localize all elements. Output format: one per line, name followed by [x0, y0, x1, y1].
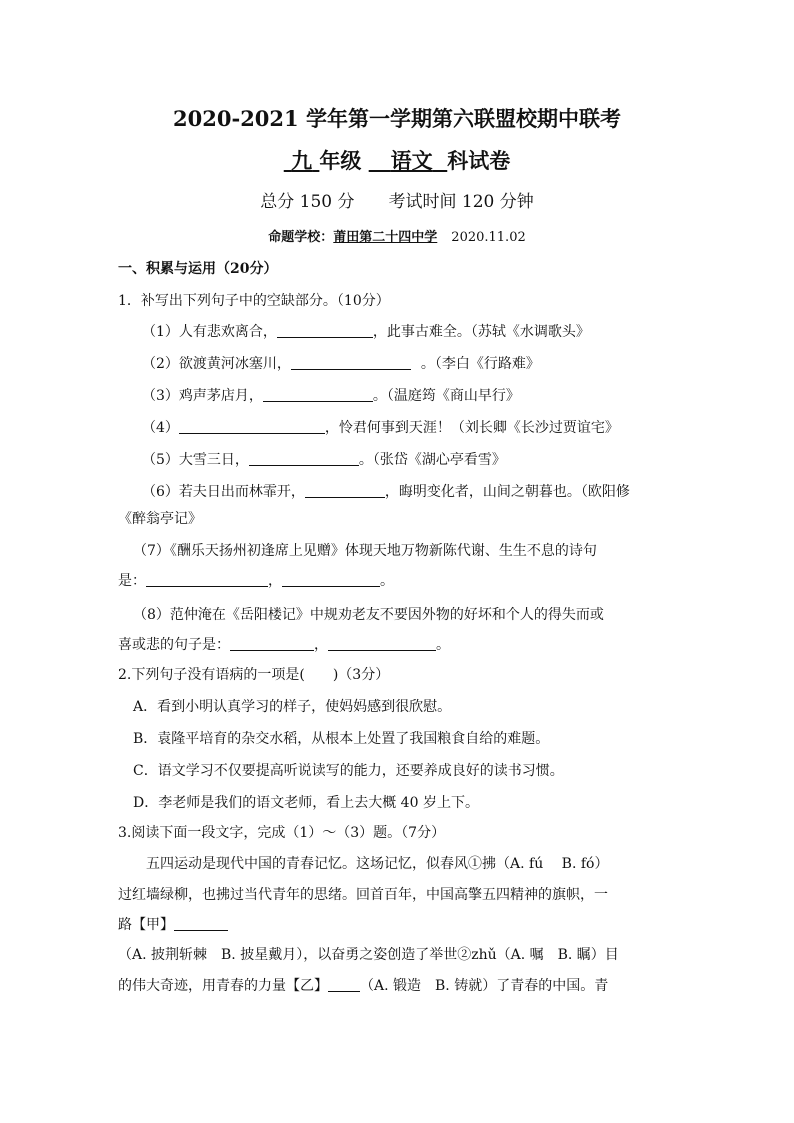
- exam-title: 2020-2021 学年第一学期第六联盟校期中联考: [173, 106, 621, 131]
- answer-blank[interactable]: [328, 977, 360, 992]
- subject-value: 语文: [390, 148, 433, 173]
- q1-stem: 1．补写出下列句子中的空缺部分。（10分）: [118, 293, 390, 309]
- subject-label: 科试卷: [447, 148, 511, 173]
- exam-date: 2020.11.02: [451, 230, 526, 245]
- school-line: [0, 229, 794, 247]
- q3-para-line-4: （A. 披荆斩棘 B. 披星戴月），以奋勇之姿创造了举世②zhǔ（A. 嘱 B. 瞩）目: [118, 947, 619, 963]
- answer-blank[interactable]: [277, 323, 373, 338]
- q1-item-8: （8）范仲淹在《岳阳楼记》中规劝老友不要因外物的好坏和个人的得失而或: [133, 607, 604, 623]
- grade-subject-line: [0, 146, 794, 176]
- q3-para-line-5: 的伟大奇迹，用青春的力量【乙】 （A. 锻造 B. 铸就）了青春的中国。青: [118, 978, 609, 994]
- q2-option-b: B．袁隆平培育的杂交水稻，从根本上处置了我国粮食自给的难题。: [133, 731, 550, 747]
- answer-blank[interactable]: [328, 636, 436, 651]
- q2-option-a: A．看到小明认真学习的样子，使妈妈感到很欣慰。: [133, 699, 452, 715]
- answer-blank[interactable]: [291, 355, 411, 370]
- section-1-heading: 一、积累与运用（20分）: [118, 261, 278, 277]
- q1-item-7-answer: 是： ， 。: [118, 573, 394, 589]
- q1-item-2: （2）欲渡黄河冰塞川， 。（李白《行路难》: [142, 356, 540, 372]
- q1-item-7: （7）《酬乐天扬州初逢席上见赠》体现天地万物新陈代谢、生生不息的诗句: [133, 543, 597, 559]
- q2-option-d: D．李老师是我们的语文老师，看上去大概 40 岁上下。: [133, 795, 479, 811]
- answer-blank[interactable]: [263, 387, 373, 402]
- q1-item-3: （3）鸡声茅店月， 。（温庭筠《商山早行》: [142, 388, 520, 404]
- answer-blank[interactable]: [146, 572, 268, 587]
- school-label: 命题学校：: [268, 230, 334, 245]
- q1-item-8-answer: 喜或悲的句子是： ， 。: [118, 637, 450, 653]
- q3-para-line-1: 五四运动是现代中国的青春记忆。这场记忆，似春风①拂（A. fú B. fó）: [118, 856, 609, 872]
- q2-stem: 2.下列句子没有语病的一项是( )（3分）: [118, 667, 390, 683]
- grade-label: 年级: [319, 148, 362, 173]
- q3-stem: 3.阅读下面一段文字，完成（1）～（3）题。（7分）: [118, 825, 446, 841]
- answer-blank[interactable]: [249, 451, 359, 466]
- q2-option-c: C．语文学习不仅要提高听说读写的能力，还要养成良好的读书习惯。: [133, 763, 564, 779]
- q3-para-line-3: 路【甲】: [118, 914, 228, 936]
- answer-blank[interactable]: [174, 916, 228, 931]
- answer-blank[interactable]: [230, 636, 314, 651]
- answer-blank[interactable]: [179, 419, 325, 434]
- exam-time: 考试时间 120 分钟: [388, 192, 534, 212]
- q3-para-line-2: 过红墙绿柳，也拂过当代青年的思绪。回首百年，中国高擎五四精神的旗帜，一: [118, 887, 608, 903]
- answer-blank[interactable]: [305, 483, 385, 498]
- q1-item-6-cont: 《醉翁亭记》: [118, 511, 202, 527]
- answer-blank[interactable]: [282, 572, 380, 587]
- q1-item-4: （4） ，怜君何事到天涯！（刘长卿《长沙过贾谊宅》: [142, 420, 619, 436]
- q1-item-1: （1）人有悲欢离合， ，此事古难全。（苏轼《水调歌头》: [142, 324, 590, 340]
- grade-value: 九: [291, 148, 313, 173]
- exam-meta: [0, 189, 794, 215]
- total-score: 总分 150 分: [260, 192, 355, 212]
- q1-item-5: （5）大雪三日， 。（张岱《湖心亭看雪》: [142, 452, 506, 468]
- school-name: 莆田第二十四中学: [333, 230, 438, 245]
- q1-item-6: （6）若夫日出而林霏开， ，晦明变化者，山间之朝暮也。（欧阳修: [142, 484, 630, 500]
